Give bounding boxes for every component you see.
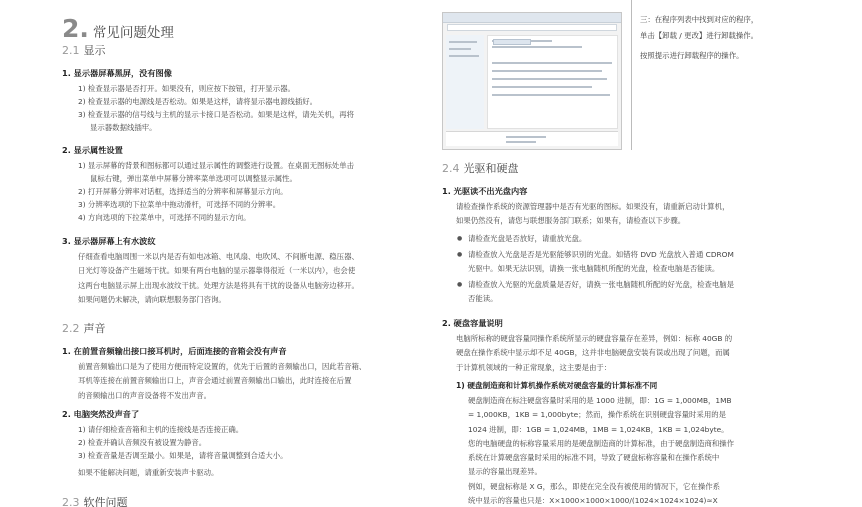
section-title: 软件问题: [83, 496, 128, 507]
text-line: 仔细查看电脑周围一米以内是否有如电冰箱、电风扇、电吹风、不间断电源、稳压器、: [78, 252, 359, 261]
text-placeholder: [492, 70, 602, 72]
section-number: 2.1: [62, 44, 80, 57]
heading-calc-standard: 1) 硬盘制造商和计算机操作系统对硬盘容量的计算标准不同: [456, 381, 658, 390]
paragraph-example: [468, 480, 814, 507]
window-titlebar: [443, 13, 621, 23]
text-line: ● 请检查放入光盘是否是光驱能够识别的光盘。如错将 DVD 光盘放入普通 CDROM: [468, 250, 734, 259]
section-title: 显示: [83, 44, 106, 57]
text-line: 日光灯等设备产生磁场干扰。如果有两台电脑的显示器靠得很近（一米以内），也会使: [78, 266, 356, 276]
list-item: 1) 检查显示器是否打开。如果没有，则应按下按钮，打开显示器。: [78, 84, 295, 93]
chapter-title: 常见问题处理: [92, 25, 174, 41]
control-panel-screenshot: [442, 12, 622, 150]
text-line: 否能读。: [468, 294, 498, 303]
section-2-3-heading: [62, 494, 128, 507]
list-item: 4) 方向选项的下拉菜单中，可选择不同的显示方向。: [78, 213, 251, 222]
text-placeholder: [492, 78, 607, 80]
heading-hdd-capacity: 2. 硬盘容量说明: [442, 318, 503, 328]
heading-black-screen: 1. 显示器屏幕黑屏，没有图像: [62, 68, 172, 78]
note-text: 如果不能解决问题，请重新安装声卡驱动。: [78, 468, 219, 477]
bullet-item: [456, 248, 814, 276]
text-line: 耳机等连接在前置音频输出口上，声音会通过前置音频输出口输出，此时连接在后置: [78, 376, 352, 386]
text-line: 前置音频输出口是为了使用方便而特定设置的，优先于后置的音频输出口，因此若音箱、: [78, 362, 367, 371]
heading-front-audio: 1. 在前置音频输出接口接耳机时，后面连接的音箱会没有声音: [62, 346, 287, 356]
text-line: 显示的容量出现差异。: [468, 467, 542, 477]
text-placeholder: [492, 94, 610, 96]
bullet-item: [456, 232, 814, 246]
paragraph-front-audio: [78, 360, 424, 403]
list-item: 3) 检查显示器的信号线与主机的显示卡接口是否松动。如果是这样，请先关机，再将: [78, 110, 355, 119]
heading-no-sound: 2. 电脑突然没声音了: [62, 409, 140, 419]
column-divider: [631, 0, 632, 150]
uninstall-button-preview: [493, 39, 531, 45]
paragraph-water-ripple: [78, 250, 424, 307]
text-line: 如果问题仍未解决，请向联想服务部门咨询。: [78, 294, 226, 304]
text-placeholder: [492, 62, 612, 64]
list-item: 3) 分辨率选项的下拉菜单中拖动滑杆，可选择不同的分辨率。: [78, 200, 281, 209]
heading-water-ripple: 3. 显示器屏幕上有水波纹: [62, 236, 156, 246]
section-number: 2.4: [442, 162, 460, 175]
text-line: 硬盘在操作系统中显示却不足 40GB，这并非电脑硬盘安装有误或出现了问题，而属: [456, 348, 730, 358]
text-line: 硬盘制造商在标注硬盘容量时采用的是 1000 进制，即：1G = 1,000MB，1MB: [468, 396, 732, 405]
text-line: 光驱中。如果无法识别，请换一张电脑随机所配的光盘，检查电脑是否能读。: [468, 264, 720, 273]
text-line: 您的电脑硬盘的标称容量采用的是硬盘制造商的计算标准，由于硬盘制造商和操作: [468, 438, 735, 448]
text-line: 请检查操作系统的资源管理器中是否有光驱的图标。如果没有，请重新启动计算机，: [456, 202, 730, 211]
note-line: 单击【卸载 / 更改】进行卸载操作。: [640, 31, 759, 40]
text-placeholder: [506, 141, 536, 143]
text-placeholder: [492, 86, 592, 88]
paragraph-hdd-capacity: [456, 332, 814, 375]
heading-cdrom: 1. 光驱读不出光盘内容: [442, 186, 528, 196]
text-line: 于计算机领域的一种正常现象，这主要是由于：: [456, 362, 612, 372]
section-title: 光驱和硬盘: [463, 162, 519, 175]
paragraph-calc-standard: [468, 394, 814, 480]
list-item: 2) 检查显示器的电源线是否松动。如果是这样，请将显示器电源线插好。: [78, 97, 318, 106]
bullet-item: [456, 278, 814, 306]
paragraph-cdrom: [456, 200, 814, 229]
text-line: = 1,000KB，1KB = 1,000byte；然而，操作系统在识别硬盘容量时采用的是: [468, 410, 726, 420]
screenshot-footer: [446, 131, 618, 146]
text-line: 如果仍然没有，请您与联想服务部门联系；如果有，请检查以下步骤。: [456, 216, 686, 226]
text-placeholder: [449, 41, 477, 43]
note-line: 三：在程序列表中找到对应的程序，: [640, 15, 759, 24]
section-2-4-heading: [442, 160, 519, 176]
text-line: 的音频输出口的声音设备将不发出声音。: [78, 390, 212, 400]
text-line: 1024 进制，即：1GB = 1,024MB，1MB = 1,024KB，1KB = 1,024byte。: [468, 424, 729, 434]
list-item: 2) 检查并确认音频没有被设置为静音。: [78, 438, 207, 447]
heading-display-settings: 2. 显示属性设置: [62, 145, 123, 155]
chapter-number: 2.: [62, 14, 89, 43]
text-placeholder: [492, 46, 582, 48]
screenshot-program-list: [487, 35, 618, 129]
chapter-heading: [62, 14, 174, 43]
list-item: 1) 显示屏幕的背景和图标都可以通过显示属性的调整进行设置。在桌面无图标处单击: [78, 161, 355, 170]
list-item: 1) 请仔细检查音箱和主机的连接线是否连接正确。: [78, 425, 244, 434]
text-placeholder: [449, 55, 479, 57]
address-bar: [447, 24, 617, 31]
text-placeholder: [449, 48, 471, 50]
list-item: 3) 检查音量是否调至最小。如果是，请将音量调整到合适大小。: [78, 451, 288, 460]
list-item: 2) 打开屏幕分辨率对话框，选择适当的分辨率和屏幕显示方向。: [78, 187, 288, 196]
section-2-2-heading: [62, 320, 106, 336]
note-line: 按照提示进行卸载程序的操作。: [640, 51, 744, 60]
right-top-notes: [640, 12, 820, 64]
text-line: 这两台电脑显示屏上出现水波纹干扰。处理方法是将具有干扰的设备从电脑旁边移开。: [78, 280, 359, 290]
text-line: 例如，硬盘标称是 X G，那么，即使在完全没有被使用的情况下，它在操作系: [468, 482, 720, 491]
list-item: 鼠标右键，弹出菜单中屏幕分辨率菜单选项可以调整显示属性。: [90, 174, 297, 183]
text-line: ● 请检查光盘是否放好，请重放光盘。: [468, 234, 587, 243]
text-placeholder: [506, 136, 546, 138]
section-number: 2.3: [62, 496, 80, 507]
list-item: 显示器数据线插牢。: [90, 123, 157, 132]
screenshot-sidebar: [446, 35, 484, 129]
section-number: 2.2: [62, 322, 80, 335]
text-line: 统中显示的容量也只是：X×1000×1000×1000/(1024×1024×1024)≈X: [468, 496, 718, 506]
section-2-1-heading: [62, 42, 106, 58]
section-title: 声音: [83, 322, 106, 335]
text-line: ● 请检查放入光驱的光盘质量是否好，请换一张电脑随机所配的好光盘，检查电脑是: [468, 280, 735, 289]
text-line: 电脑所标称的硬盘容量同操作系统所显示的硬盘容量存在差异，例如：标称 40GB 的: [456, 334, 733, 343]
text-line: 系统在计算硬盘容量时采用的标准不同，导致了硬盘标称容量和在操作系统中: [468, 453, 720, 463]
